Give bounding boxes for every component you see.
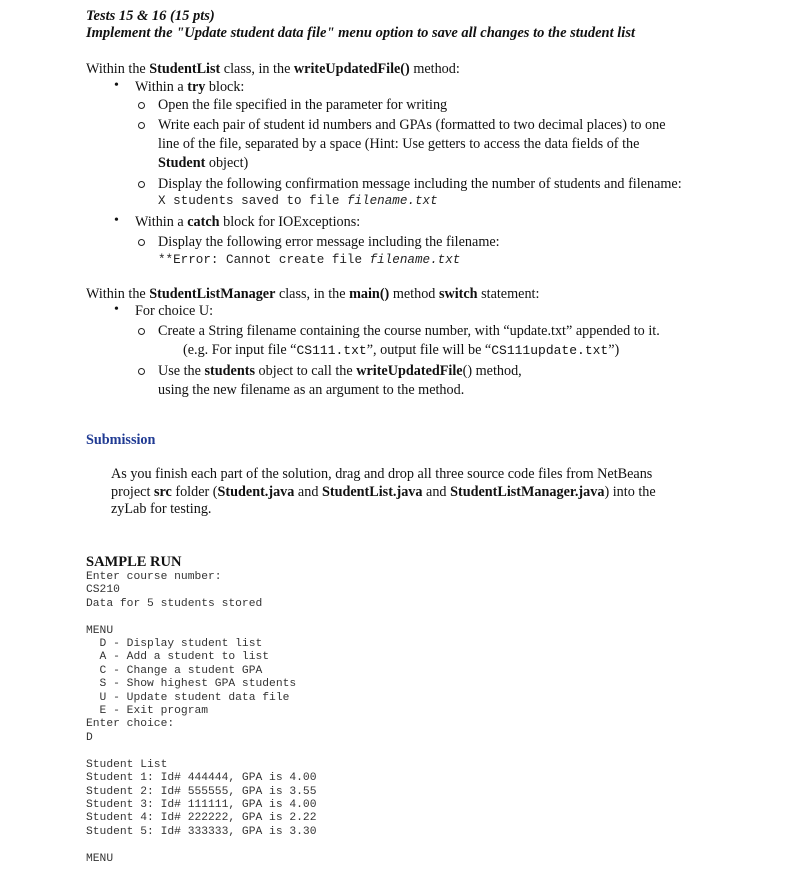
sample-run-line: Student 3: Id# 111111, GPA is 4.00 bbox=[86, 798, 317, 811]
manager-intro: Within the StudentListManager class, in the main() method switch statement: bbox=[86, 286, 540, 302]
sample-run-line: D - Display student list bbox=[86, 638, 263, 651]
sample-run-line: CS210 bbox=[86, 584, 120, 597]
circle-bullet-icon bbox=[138, 368, 145, 375]
use-students-item-line2: using the new filename as an argument to the method. bbox=[158, 382, 465, 398]
submission-line2: project src folder (Student.java and StudentList.java and StudentListManager.java) into the bbox=[111, 484, 656, 500]
sample-run-line: Student 2: Id# 555555, GPA is 3.55 bbox=[86, 785, 317, 798]
error-code: **Error: Cannot create file filename.txt bbox=[158, 253, 461, 267]
sample-run-line: D bbox=[86, 731, 93, 744]
bullet-icon: • bbox=[114, 213, 119, 228]
use-students-item: Use the students object to call the writeUpdatedFile() method, bbox=[158, 363, 522, 379]
try-block-item: Within a try block: bbox=[135, 79, 245, 95]
assignment-subtitle: Implement the "Update student data file" menu option to save all changes to the student list bbox=[86, 25, 636, 41]
sample-run-line: U - Update student data file bbox=[86, 691, 290, 704]
write-item-line3: Student object) bbox=[158, 155, 249, 171]
sample-run-line: Enter choice: bbox=[86, 718, 175, 731]
confirm-item: Display the following confirmation message including the number of students and filename: bbox=[158, 176, 682, 192]
sample-run-line: Student 1: Id# 444444, GPA is 4.00 bbox=[86, 772, 317, 785]
write-item-line1: Write each pair of student id numbers and GPAs (formatted to two decimal places) to one bbox=[158, 117, 666, 133]
sample-run-line: Student 5: Id# 333333, GPA is 3.30 bbox=[86, 825, 317, 838]
circle-bullet-icon bbox=[138, 181, 145, 188]
circle-bullet-icon bbox=[138, 102, 145, 109]
sample-run-line: E - Exit program bbox=[86, 705, 209, 718]
circle-bullet-icon bbox=[138, 122, 145, 129]
submission-heading: Submission bbox=[86, 432, 156, 448]
confirm-code: X students saved to file filename.txt bbox=[158, 194, 438, 208]
sample-run-line: Data for 5 students stored bbox=[86, 597, 263, 610]
filename-example: (e.g. For input file “CS111.txt”, output file will be “CS111update.txt”) bbox=[183, 342, 620, 358]
sample-run-line: C - Change a student GPA bbox=[86, 664, 263, 677]
bullet-icon: • bbox=[114, 302, 119, 317]
error-item: Display the following error message including the filename: bbox=[158, 234, 500, 250]
assignment-title: Tests 15 & 16 (15 pts) bbox=[86, 8, 215, 24]
choice-u-item: For choice U: bbox=[135, 303, 214, 319]
create-filename-item: Create a String filename containing the course number, with “update.txt” appended to it. bbox=[158, 323, 660, 339]
sample-run-line bbox=[86, 839, 317, 852]
sample-run-line: A - Add a student to list bbox=[86, 651, 270, 664]
submission-line3: zyLab for testing. bbox=[111, 501, 212, 517]
sample-run-line: MENU bbox=[86, 624, 114, 637]
sample-run-line: Student 4: Id# 222222, GPA is 2.22 bbox=[86, 812, 317, 825]
sample-run-heading: SAMPLE RUN bbox=[86, 554, 182, 570]
sample-run-line bbox=[86, 611, 317, 624]
studentlist-intro: Within the StudentList class, in the writeUpdatedFile() method: bbox=[86, 61, 460, 77]
circle-bullet-icon bbox=[138, 328, 145, 335]
catch-block-item: Within a catch block for IOExceptions: bbox=[135, 214, 361, 230]
circle-bullet-icon bbox=[138, 239, 145, 246]
submission-line1: As you finish each part of the solution, drag and drop all three source code files from NetBeans bbox=[111, 466, 653, 482]
write-item-line2: line of the file, separated by a space (Hint: Use getters to access the data fields of the bbox=[158, 136, 640, 152]
bullet-icon: • bbox=[114, 78, 119, 93]
sample-run-output bbox=[86, 571, 317, 866]
sample-run-line bbox=[86, 745, 317, 758]
open-file-item: Open the file specified in the parameter for writing bbox=[158, 97, 448, 113]
sample-run-line: S - Show highest GPA students bbox=[86, 678, 297, 691]
sample-run-line: MENU bbox=[86, 852, 114, 865]
sample-run-line: Student List bbox=[86, 758, 168, 771]
sample-run-line: Enter course number: bbox=[86, 571, 222, 583]
